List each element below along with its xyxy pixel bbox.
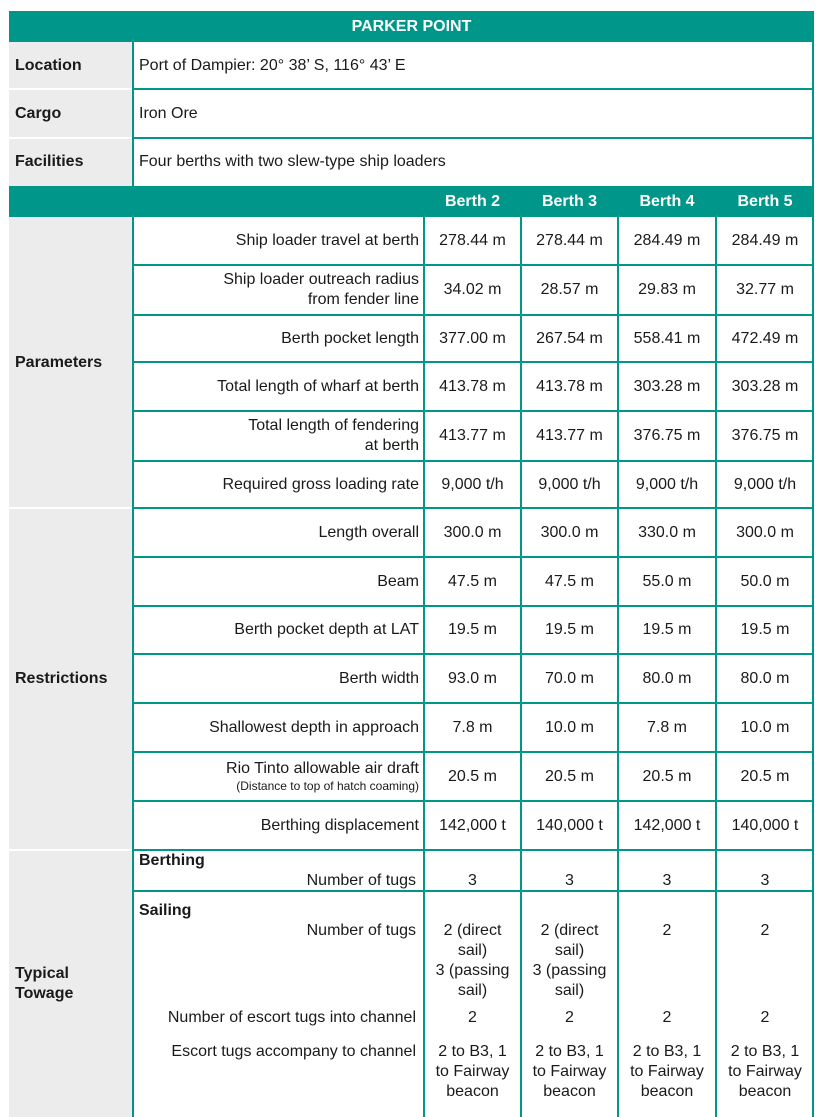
- towage-label-line: Typical: [15, 964, 69, 982]
- param-name: Required gross loading rate: [222, 475, 419, 493]
- value-cell: [716, 1042, 814, 1102]
- value-cell: 3: [662, 872, 672, 889]
- value-cell: 413.77 m: [439, 427, 506, 444]
- value-cell: 472.49 m: [731, 329, 799, 347]
- grid-line: [133, 890, 814, 892]
- value-cell: 300.0 m: [443, 523, 502, 541]
- value-cell: [521, 1042, 618, 1102]
- value-cell: 558.41 m: [633, 329, 701, 347]
- value-cell: 330.0 m: [638, 523, 696, 541]
- value-cell: 20.5 m: [545, 767, 594, 785]
- restriction-name: Shallowest depth in approach: [209, 718, 419, 736]
- location-value: Port of Dampier: 20° 38’ S, 116° 43’ E: [139, 56, 406, 74]
- param-name: Total length of wharf at berth: [217, 377, 419, 395]
- value-line: to Fairway: [630, 1063, 704, 1080]
- grid-line: [520, 217, 522, 1117]
- value-cell: 19.5 m: [448, 621, 497, 638]
- grid-line: [423, 217, 425, 1117]
- value-cell: 20.5 m: [740, 767, 790, 785]
- value-cell: 19.5 m: [545, 621, 594, 638]
- param-name-line: from fender line: [307, 291, 419, 308]
- grid-line: [9, 507, 133, 509]
- value-cell: 284.49 m: [633, 232, 701, 249]
- sailing-row-name: Number of tugs: [306, 922, 416, 939]
- value-cell: 93.0 m: [448, 669, 497, 687]
- value-cell: 7.8 m: [452, 718, 493, 736]
- value-line: beacon: [738, 1083, 792, 1100]
- value-cell: 278.44 m: [536, 232, 603, 249]
- value-cell: 300.0 m: [736, 523, 794, 541]
- restriction-name: Berthing displacement: [260, 816, 419, 834]
- sailing-row-name: Escort tugs accompany to channel: [171, 1043, 416, 1060]
- restriction-name-line: Rio Tinto allowable air draft: [226, 760, 419, 777]
- cargo-label: Cargo: [15, 104, 62, 122]
- grid-line: [9, 849, 133, 851]
- value-cell: 20.5 m: [448, 767, 497, 785]
- value-cell: 47.5 m: [448, 572, 497, 590]
- grid-line: [133, 605, 814, 607]
- value-cell: 47.5 m: [545, 572, 594, 590]
- value-cell: 278.44 m: [439, 232, 506, 249]
- value-line: beacon: [543, 1083, 596, 1100]
- value-line: beacon: [640, 1083, 694, 1100]
- value-line: sail): [457, 942, 488, 959]
- grid-line: [133, 314, 814, 316]
- value-cell: 377.00 m: [439, 329, 506, 347]
- value-cell: [618, 921, 716, 941]
- value-cell: 3: [760, 872, 770, 889]
- value-cell: 9,000 t/h: [441, 475, 504, 493]
- value-line: to Fairway: [728, 1063, 802, 1080]
- grid-line: [812, 217, 814, 1117]
- grid-line: [715, 217, 717, 1117]
- value-line: sail): [554, 942, 585, 959]
- value-cell: 142,000 t: [439, 816, 506, 834]
- value-cell: [618, 1042, 716, 1102]
- grid-line: [133, 264, 814, 266]
- grid-line: [133, 410, 814, 412]
- grid-line: [133, 751, 814, 753]
- value-cell: 80.0 m: [642, 669, 692, 687]
- param-name: [133, 265, 424, 315]
- title-bar: [9, 11, 814, 42]
- cargo-value: Iron Ore: [139, 104, 198, 122]
- value-cell: 413.77 m: [536, 427, 603, 444]
- value-line: sail): [457, 982, 488, 999]
- value-line: 2 (direct: [540, 922, 599, 939]
- restriction-name: Berth width: [338, 669, 419, 687]
- value-cell: 284.49 m: [731, 232, 799, 249]
- grid-line: [617, 217, 619, 1117]
- grid-line: [132, 42, 134, 186]
- restriction-name: [133, 752, 424, 801]
- value-cell: 3: [565, 872, 574, 889]
- location-label: Location: [15, 56, 82, 74]
- param-name-line: at berth: [364, 437, 419, 454]
- berth-header-2: Berth 2: [444, 192, 501, 210]
- value-cell: 3: [468, 872, 477, 889]
- value-cell: 303.28 m: [731, 377, 799, 395]
- value-line: to Fairway: [532, 1063, 607, 1080]
- value-cell: [424, 921, 521, 1001]
- value-cell: 28.57 m: [540, 281, 599, 298]
- value-cell: 19.5 m: [740, 621, 790, 638]
- berth-header-3: Berth 3: [541, 192, 598, 210]
- value-cell: 10.0 m: [740, 718, 790, 736]
- param-name-line: Ship loader outreach radius: [223, 271, 419, 288]
- value-cell: 9,000 t/h: [635, 475, 699, 493]
- value-line: 2 to B3, 1: [535, 1043, 604, 1060]
- berthing-tugs-name: Number of tugs: [306, 872, 416, 889]
- sailing-row-name: Number of escort tugs into channel: [167, 1009, 416, 1026]
- value-cell: 303.28 m: [633, 377, 701, 395]
- value-cell: 413.78 m: [439, 377, 506, 395]
- value-cell: 50.0 m: [740, 572, 790, 590]
- value-cell: 80.0 m: [740, 669, 790, 687]
- value-cell: 9,000 t/h: [538, 475, 601, 493]
- grid-line: [133, 361, 814, 363]
- facilities-value: Four berths with two slew-type ship loaders: [139, 153, 446, 170]
- value-line: sail): [554, 982, 585, 999]
- value-cell: 413.78 m: [536, 377, 603, 395]
- berth-header-5: Berth 5: [737, 192, 793, 210]
- berthing-heading: Berthing: [139, 852, 205, 869]
- grid-line: [812, 42, 814, 186]
- facilities-label: Facilities: [15, 153, 84, 170]
- value-cell: 142,000 t: [633, 816, 701, 834]
- value-cell: 9,000 t/h: [733, 475, 797, 493]
- grid-line: [132, 217, 134, 1117]
- value-line: 2 to B3, 1: [438, 1043, 507, 1060]
- value-cell: 29.83 m: [638, 281, 696, 298]
- value-line: 3 (passing: [532, 962, 607, 979]
- value-cell: [716, 921, 814, 941]
- value-cell: 55.0 m: [642, 572, 692, 590]
- grid-line: [9, 137, 133, 139]
- value-line: 2: [760, 922, 770, 939]
- value-cell: 140,000 t: [731, 816, 799, 834]
- param-name: [133, 411, 424, 461]
- grid-line: [133, 653, 814, 655]
- value-line: beacon: [446, 1083, 499, 1100]
- value-cell: 2: [760, 1009, 770, 1026]
- value-cell: 2: [468, 1009, 477, 1026]
- value-cell: 10.0 m: [545, 718, 594, 736]
- value-line: 3 (passing: [435, 962, 510, 979]
- restriction-name: Berth pocket depth at LAT: [234, 621, 419, 638]
- page-title: PARKER POINT: [351, 17, 472, 35]
- value-cell: 32.77 m: [736, 281, 794, 298]
- value-cell: 376.75 m: [731, 427, 799, 444]
- restriction-name: Beam: [377, 572, 419, 590]
- towage-label: [9, 850, 133, 1117]
- value-cell: 34.02 m: [443, 281, 502, 298]
- value-cell: [521, 921, 618, 1001]
- berth-header-4: Berth 4: [639, 192, 695, 210]
- grid-line: [133, 460, 814, 462]
- value-line: 2 to B3, 1: [730, 1043, 800, 1060]
- value-line: 2 (direct: [443, 922, 502, 939]
- value-cell: 300.0 m: [540, 523, 599, 541]
- grid-line: [133, 702, 814, 704]
- sailing-heading: Sailing: [139, 902, 192, 919]
- value-cell: [424, 1042, 521, 1102]
- towage-label-line: Towage: [15, 984, 74, 1002]
- value-cell: 2: [565, 1009, 574, 1026]
- value-cell: 376.75 m: [633, 427, 701, 444]
- value-cell: 267.54 m: [536, 329, 603, 347]
- value-cell: 7.8 m: [646, 718, 687, 736]
- value-line: to Fairway: [435, 1063, 510, 1080]
- value-line: 2: [662, 922, 672, 939]
- value-cell: 20.5 m: [642, 767, 692, 785]
- grid-line: [9, 88, 133, 90]
- restriction-note: (Distance to top of hatch coaming): [236, 779, 419, 793]
- grid-line: [133, 800, 814, 802]
- grid-line: [133, 556, 814, 558]
- value-cell: 140,000 t: [536, 816, 603, 834]
- restriction-name: Length overall: [318, 523, 419, 541]
- restrictions-label: Restrictions: [15, 670, 108, 687]
- param-name: Berth pocket length: [281, 329, 419, 347]
- param-name: Ship loader travel at berth: [235, 232, 419, 249]
- value-cell: 2: [662, 1009, 672, 1026]
- value-line: 2 to B3, 1: [632, 1043, 702, 1060]
- value-cell: 19.5 m: [642, 621, 692, 638]
- parameters-label: Parameters: [15, 353, 103, 371]
- value-cell: 70.0 m: [545, 669, 594, 687]
- param-name-line: Total length of fendering: [248, 417, 419, 434]
